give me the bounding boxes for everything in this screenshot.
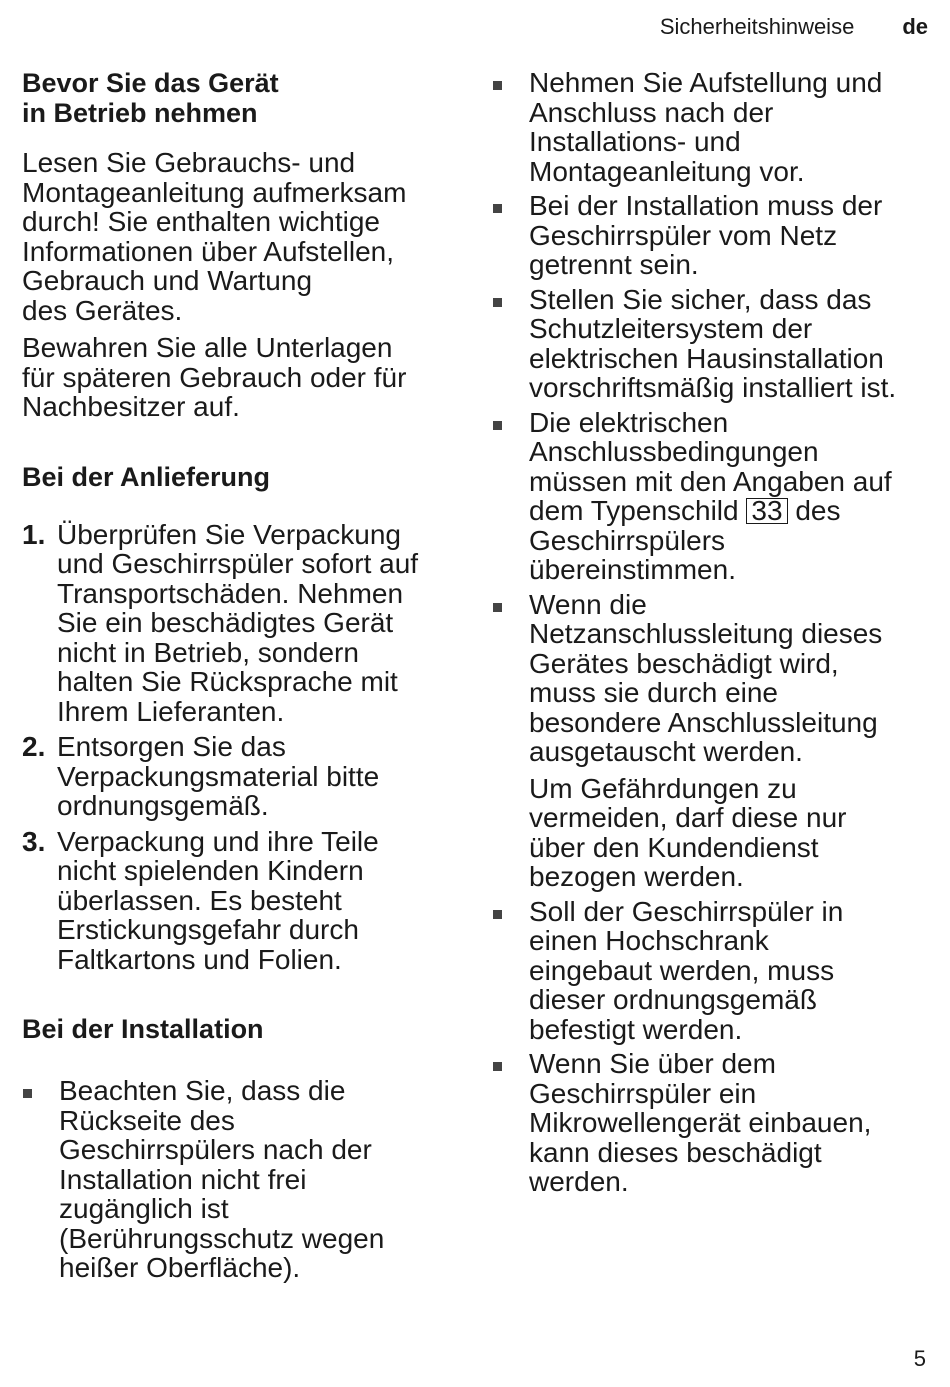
bullet-square-icon [493, 603, 502, 612]
text-line: Erstickungsgefahr durch [57, 914, 359, 945]
text-line: Stellen Sie sicher, dass das [529, 283, 872, 315]
paragraph-keep-documents [22, 333, 462, 422]
heading-line: in Betrieb nehmen [22, 98, 258, 128]
text-line: Gerätes beschädigt wird, [529, 647, 839, 679]
text-line: Soll der Geschirrspüler in [529, 895, 844, 927]
text-line: des [795, 495, 841, 526]
page-number: 5 [913, 1346, 926, 1371]
text-line: Faltkartons und Folien. [57, 943, 342, 975]
heading-installation: Bei der Installation [22, 1014, 264, 1044]
bullet-square-icon [493, 298, 502, 307]
text-line: besondere Anschlussleitung [529, 706, 878, 738]
text-line: dem Typenschild [529, 495, 739, 526]
bullet-square-icon [493, 910, 502, 919]
bullet-subparagraph [529, 774, 932, 892]
paragraph-read-manual [22, 148, 462, 325]
text-line: Entsorgen Sie das [57, 731, 286, 762]
heading-before-use [22, 68, 462, 128]
text-line: zugänglich ist [59, 1193, 229, 1224]
heading-line: Bevor Sie das Gerät [22, 68, 279, 98]
text-line: des Gerätes. [22, 294, 183, 326]
text-line: Anschluss nach der [529, 96, 774, 128]
text-line: Montageanleitung aufmerksam [22, 176, 407, 208]
bullet-square-icon [493, 421, 502, 430]
text-line: Lesen Sie Gebrauchs- und [22, 147, 356, 178]
text-line: für späteren Gebrauch oder für [22, 361, 407, 393]
text-line: bezogen werden. [529, 861, 744, 892]
text-line: nicht spielenden Kindern [57, 855, 364, 886]
text-line: durch! Sie enthalten wichtige [22, 206, 380, 237]
bullet-text [529, 590, 932, 767]
section-title: Sicherheitshinweise [659, 14, 855, 39]
text-line: über den Kundendienst [529, 831, 819, 863]
text-line: Bei der Installation muss der [529, 190, 883, 221]
bullet-square-icon [493, 1062, 502, 1071]
list-item [492, 590, 932, 892]
text-line: werden. [529, 1166, 629, 1197]
text-line: ordnungsgemäß. [57, 790, 269, 821]
text-line: Geschirrspüler vom Netz [529, 219, 838, 251]
text-line: Montageanleitung vor. [529, 155, 805, 187]
text-line: Gebrauch und Wartung [22, 265, 313, 296]
text-line: Ihrem Lieferanten. [57, 695, 285, 727]
text-line: Schutzleitersystem der [529, 313, 813, 344]
language-code: de [902, 14, 928, 39]
left-column [22, 68, 462, 1288]
text-line: Um Gefährdungen zu [529, 772, 797, 804]
text-line: (Berührungsschutz wegen [59, 1222, 385, 1254]
text-line: vorschriftsmäßig installiert ist. [529, 372, 897, 403]
text-line: Informationen über Aufstellen, [22, 235, 395, 267]
list-item [22, 1076, 462, 1283]
text-line: nicht in Betrieb, sondern [57, 636, 359, 668]
text-line: kann dieses beschädigt [529, 1136, 822, 1168]
text-line: Überprüfen Sie Verpackung [57, 518, 401, 550]
heading-delivery: Bei der Anlieferung [22, 461, 271, 492]
text-line: Nehmen Sie Aufstellung und [529, 67, 883, 98]
text-line: müssen mit den Angaben auf [529, 465, 892, 497]
page-header [660, 14, 928, 40]
bullet-square-icon [493, 204, 502, 213]
text-line: übereinstimmen. [529, 554, 736, 585]
text-line: Wenn Sie über dem [529, 1048, 776, 1079]
text-line: Rückseite des [59, 1104, 235, 1136]
bullet-square-icon [493, 81, 502, 90]
list-item [492, 285, 932, 403]
text-line: Die elektrischen [529, 406, 729, 438]
text-line: Wenn die [529, 588, 647, 620]
text-line: überlassen. Es besteht [57, 884, 342, 916]
text-line: Bewahren Sie alle Unterlagen [22, 332, 393, 363]
bullet-square-icon [23, 1089, 32, 1098]
text-line: Sie ein beschädigtes Gerät [57, 607, 394, 638]
delivery-steps [22, 520, 462, 975]
list-item [22, 520, 462, 727]
right-column [492, 68, 932, 1202]
text-line: Transportschäden. Nehmen [57, 577, 404, 609]
list-item [492, 68, 932, 186]
text-line: vermeiden, darf diese nur [529, 802, 847, 833]
list-item [492, 897, 932, 1045]
text-line: Installations- und [529, 126, 741, 157]
list-item [492, 408, 932, 585]
installation-list [22, 1076, 462, 1283]
list-item [22, 732, 462, 821]
text-line: einen Hochschrank [529, 925, 769, 956]
step-number: 2. [22, 731, 46, 762]
text-line: Beachten Sie, dass die [59, 1075, 346, 1106]
text-line: muss sie durch eine [529, 677, 779, 708]
list-item [22, 827, 462, 975]
step-number: 3. [22, 825, 46, 857]
text-line: elektrischen Hausinstallation [529, 342, 884, 374]
text-line: dieser ordnungsgemäß [529, 984, 817, 1015]
text-line: ausgetauscht werden. [529, 736, 803, 767]
list-item [492, 1049, 932, 1197]
rating-plate-reference: 33 [746, 498, 787, 524]
text-line: Mikrowellengerät einbauen, [529, 1107, 872, 1138]
text-line: Verpackungsmaterial bitte [57, 760, 380, 792]
text-line: Geschirrspüler ein [529, 1077, 757, 1109]
text-line: Verpackung und ihre Teile [57, 825, 379, 857]
text-line: Geschirrspülers [529, 524, 726, 556]
text-line: Geschirrspülers nach der [59, 1134, 372, 1165]
text-line: befestigt werden. [529, 1013, 743, 1045]
list-item [492, 191, 932, 280]
text-line: getrennt sein. [529, 249, 699, 280]
text-line: Anschlussbedingungen [529, 436, 819, 467]
safety-list [492, 68, 932, 1197]
text-line: Nachbesitzer auf. [22, 391, 240, 422]
text-line: eingebaut werden, muss [529, 954, 835, 986]
text-line: heißer Oberfläche). [59, 1252, 301, 1283]
text-line: halten Sie Rücksprache mit [57, 666, 398, 697]
text-line: Netzanschlussleitung dieses [529, 618, 883, 649]
text-line: und Geschirrspüler sofort auf [57, 548, 419, 579]
text-line: Installation nicht frei [59, 1163, 307, 1195]
step-number: 1. [22, 518, 46, 550]
